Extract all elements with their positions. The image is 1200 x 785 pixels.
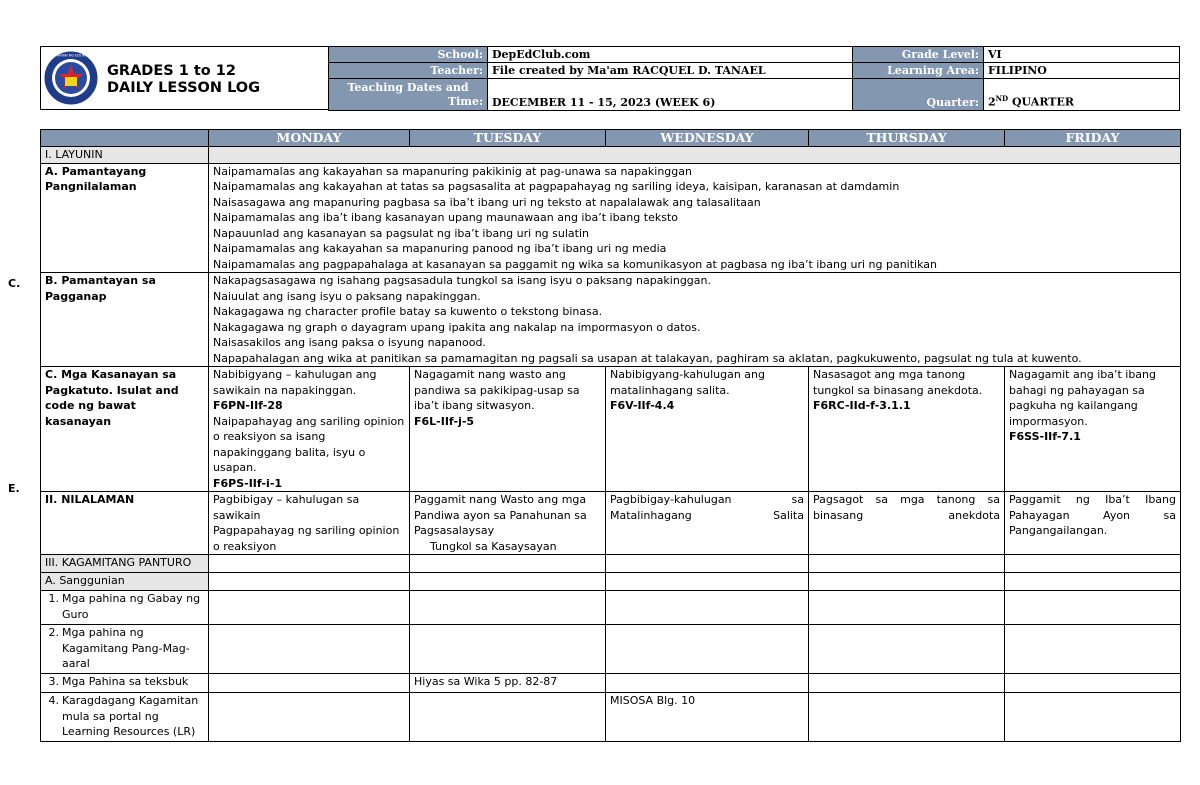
list-item: Napauunlad ang kasanayan sa pagsulat ng iba’t ibang uri ng sulatin — [213, 226, 589, 240]
dates-label: Teaching Dates and Time: — [329, 79, 488, 111]
list-item: Naipamamalas ang pagpapahalaga at kasanayan sa paggamit ng wika sa komunikasyon at pagbasa ng iba’t ibang uri ng panitikan — [213, 257, 937, 271]
kagamitan-tuesday — [410, 555, 606, 573]
dates-value: DECEMBER 11 - 15, 2023 (WEEK 6) — [488, 79, 853, 111]
school-value: DepEdClub.com — [488, 47, 853, 63]
table-cell — [1005, 625, 1181, 674]
deped-seal-icon — [43, 50, 99, 106]
pagganap-content — [209, 273, 1181, 367]
sub-item-row — [41, 674, 1181, 693]
kagamitan-thursday — [809, 555, 1005, 573]
header — [40, 46, 1180, 110]
table-cell — [809, 625, 1005, 674]
title-line-2: DAILY LESSON LOG — [107, 80, 261, 96]
kasanayan-friday: Nagagamit ang iba’t ibang bahagi ng pahayagan sa pagkuha ng kailangang impormasyon. F6SS-IIf-7.1 — [1005, 367, 1181, 492]
table-cell — [209, 591, 410, 625]
layunin-cell — [209, 147, 1181, 164]
table-cell — [410, 693, 606, 742]
quarter-value: 2ND QUARTER — [984, 79, 1180, 111]
nilalaman-row — [41, 492, 1181, 555]
table-cell — [410, 591, 606, 625]
info-table — [328, 46, 1180, 111]
kasanayan-tuesday: Nagagamit nang wasto ang pandiwa sa pakikipag-usap sa iba’t ibang sitwasyon. F6L-IIf-j-5 — [410, 367, 606, 492]
header-title-box — [40, 46, 330, 110]
svg-text:KAGAWARAN NG EDUKASYON: KAGAWARAN NG EDUKASYON — [45, 53, 97, 58]
kagamitan-label: III. KAGAMITANG PANTURO — [41, 555, 209, 573]
kagamitan-wednesday — [606, 555, 809, 573]
grade-value: VI — [984, 47, 1180, 63]
kasanayan-row — [41, 367, 1181, 492]
grade-label: Grade Level: — [853, 47, 984, 63]
pamantayang-label: A. Pamantayang Pangnilalaman — [41, 163, 209, 273]
nilalaman-label: II. NILALAMAN — [41, 492, 209, 555]
pagganap-row — [41, 273, 1181, 367]
kagamitan-row — [41, 555, 1181, 573]
table-cell — [209, 693, 410, 742]
kasanayan-wednesday: Nabibigyang-kahulugan ang matalinhagang salita. F6V-IIf-4.4 — [606, 367, 809, 492]
competency-code: F6PS-IIf-i-1 — [213, 476, 283, 490]
competency-code: F6RC-IId-f-3.1.1 — [813, 399, 911, 412]
sub-item-label: 1. Mga pahina ng Gabay ng Guro — [41, 591, 209, 625]
teacher-label: Teacher: — [329, 63, 488, 79]
day-header-row — [41, 130, 1181, 147]
school-label: School: — [329, 47, 488, 63]
table-cell: MISOSA Blg. 10 — [606, 693, 809, 742]
corner-cell — [41, 130, 209, 147]
day-wednesday: WEDNESDAY — [606, 130, 809, 147]
competency-code: F6PN-IIf-28 — [213, 399, 283, 412]
day-tuesday: TUESDAY — [410, 130, 606, 147]
pamantayang-row — [41, 163, 1181, 273]
competency-code: F6L-IIf-j-5 — [414, 414, 475, 428]
kasanayan-monday: Nabibigyang – kahulugan ang sawikain na napakinggan. F6PN-IIf-28 Naipapahayag ang sariling opinion o reaksiyon sa isang napakinggang balita, isyu o usapan. F6PS-IIf-i-1 — [209, 367, 410, 492]
table-cell — [209, 674, 410, 693]
area-value: FILIPINO — [984, 63, 1180, 79]
sub-item-row — [41, 625, 1181, 674]
sanggunian-friday — [1005, 573, 1181, 591]
nilalaman-friday: Paggamit ng Iba’t Ibang Pahayagan Ayon sa Pangangailangan. — [1005, 492, 1181, 555]
day-thursday: THURSDAY — [809, 130, 1005, 147]
table-cell — [1005, 693, 1181, 742]
page-title — [107, 63, 260, 97]
area-label: Learning Area: — [853, 63, 984, 79]
table-cell — [809, 591, 1005, 625]
table-cell — [606, 674, 809, 693]
list-item: Naipamamalas ang kakayahan at tatas sa pagsasalita at pagpapahayag ng sariling ideya, kaisipan, karanasan at damdamin — [213, 180, 900, 193]
pagganap-label: B. Pamantayan sa Pagganap — [41, 273, 209, 367]
sub-item-row — [41, 591, 1181, 625]
outer-mark-e: E. — [8, 482, 20, 495]
layunin-label: I. LAYUNIN — [41, 147, 209, 164]
table-cell — [606, 625, 809, 674]
title-line-1: GRADES 1 to 12 — [107, 63, 236, 79]
nilalaman-tuesday: Paggamit nang Wasto ang mga Pandiwa ayon sa Panahunan sa Pagsasalaysay Tungkol sa Kasaysayan — [410, 492, 606, 555]
list-item: Napapahalagan ang wika at panitikan sa pamamagitan ng pagsali sa usapan at talakayan, paghiram sa aklatan, pagkukuwento, pagsulat ng tula at kuwento. — [213, 351, 1082, 365]
sanggunian-tuesday — [410, 573, 606, 591]
competency-code: F6V-IIf-4.4 — [610, 399, 675, 412]
competency-code: F6SS-IIf-7.1 — [1009, 430, 1081, 443]
sanggunian-monday — [209, 573, 410, 591]
table-cell — [1005, 674, 1181, 693]
kagamitan-friday — [1005, 555, 1181, 573]
table-cell — [606, 591, 809, 625]
table-cell — [209, 625, 410, 674]
nilalaman-thursday: Pagsagot sa mga tanong sa binasang anekdota — [809, 492, 1005, 555]
sub-item-label: 2. Mga pahina ng Kagamitang Pang-Mag-aaral — [41, 625, 209, 674]
list-item: Naipamamalas ang kakayahan sa mapanuring panood ng iba’t ibang uri ng media — [213, 242, 667, 255]
list-item: Naipamamalas ang kakayahan sa mapanuring pakikinig at pag-unawa sa napakinggan — [213, 164, 692, 178]
day-monday: MONDAY — [209, 130, 410, 147]
teacher-value: File created by Ma'am RACQUEL D. TANAEL — [488, 63, 853, 79]
list-item: Nakagagawa ng graph o dayagram upang ipakita ang nakalap na impormasyon o datos. — [213, 320, 701, 334]
list-item: Naisasagawa ang mapanuring pagbasa sa iba’t ibang uri ng teksto at napalalawak ang talasalitaan — [213, 195, 761, 209]
day-friday: FRIDAY — [1005, 130, 1181, 147]
sanggunian-thursday — [809, 573, 1005, 591]
table-cell — [809, 693, 1005, 742]
nilalaman-monday: Pagbibigay – kahulugan sa sawikain Pagpapahayag ng sariling opinion o reaksiyon — [209, 492, 410, 555]
nilalaman-wednesday: Pagbibigay-kahulugan sa Matalinhagang Salita — [606, 492, 809, 555]
list-item: Naiuulat ang isang isyu o paksang napakinggan. — [213, 289, 481, 303]
table-cell — [1005, 591, 1181, 625]
sanggunian-row — [41, 573, 1181, 591]
quarter-label: Quarter: — [853, 79, 984, 111]
table-cell — [410, 625, 606, 674]
sub-item-label: 4. Karagdagang Kagamitan mula sa portal ng Learning Resources (LR) — [41, 693, 209, 742]
sanggunian-label: A. Sanggunian — [41, 573, 209, 591]
outer-mark-c: C. — [8, 277, 21, 290]
table-cell: Hiyas sa Wika 5 pp. 82-87 — [410, 674, 606, 693]
sanggunian-wednesday — [606, 573, 809, 591]
list-item: Nakagagawa ng character profile batay sa kuwento o tekstong binasa. — [213, 305, 603, 318]
lesson-log-table — [40, 129, 1181, 742]
pamantayang-content — [209, 163, 1181, 273]
list-item: Naipamamalas ang iba’t ibang kasanayan upang maunawaan ang iba’t ibang teksto — [213, 211, 678, 224]
table-cell — [809, 674, 1005, 693]
list-item: Nakapagsasagawa ng isahang pagsasadula tungkol sa isang isyu o paksang napakinggan. — [213, 274, 711, 287]
kagamitan-monday — [209, 555, 410, 573]
kasanayan-thursday: Nasasagot ang mga tanong tungkol sa binasang anekdota. F6RC-IId-f-3.1.1 — [809, 367, 1005, 492]
sub-item-row — [41, 693, 1181, 742]
layunin-row — [41, 147, 1181, 164]
kasanayan-label: C. Mga Kasanayan sa Pagkatuto. Isulat and code ng bawat kasanayan — [41, 367, 209, 492]
list-item: Naisasakilos ang isang paksa o isyung napanood. — [213, 336, 486, 349]
sub-item-label: 3. Mga Pahina sa teksbuk — [41, 674, 209, 693]
